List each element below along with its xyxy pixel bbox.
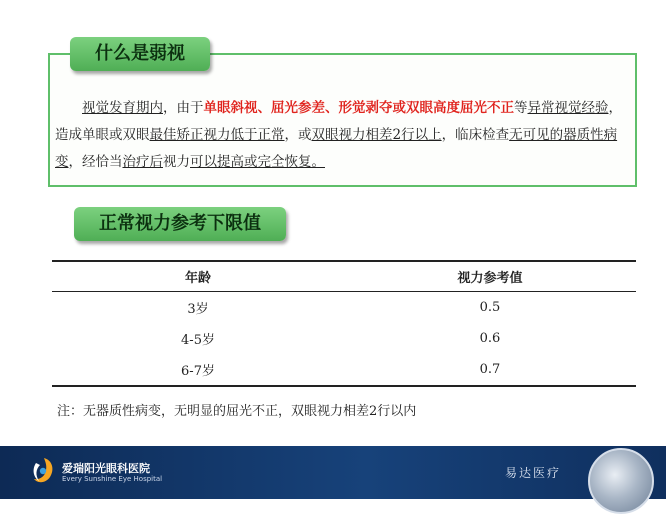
vision-reference-table bbox=[52, 260, 636, 387]
definition-segment: 治疗后 bbox=[122, 154, 163, 170]
cell-age: 6-7岁 bbox=[52, 354, 344, 386]
definition-segment: ，临床检查 bbox=[441, 127, 510, 143]
table-row bbox=[52, 292, 636, 324]
table-row bbox=[52, 354, 636, 386]
hospital-logo-icon bbox=[30, 455, 58, 487]
definition-segment: 可以提高或完全恢复。 bbox=[190, 154, 325, 170]
footer-bar bbox=[0, 446, 666, 499]
cell-vision-value: 0.6 bbox=[479, 331, 501, 346]
note-text: 注：无器质性病变，无明显的屈光不正，双眼视力相差2行以内 bbox=[57, 404, 417, 419]
globe-image bbox=[588, 448, 654, 514]
definition-segment: 异常视觉经验 bbox=[527, 100, 609, 116]
section-title-normal-vision-reference: 正常视力参考下限值 bbox=[74, 207, 286, 241]
definition-segment: 无可见的器质性病变 bbox=[55, 127, 618, 170]
table-header-row bbox=[52, 261, 636, 292]
cell-vision-value: 0.5 bbox=[479, 300, 501, 315]
definition-segment: 最佳矫正视力低于正常 bbox=[149, 127, 285, 143]
hospital-name-cn: 爱瑞阳光眼科医院 bbox=[62, 462, 150, 475]
column-header-age: 年龄 bbox=[52, 261, 344, 292]
definition-segment: 视觉发育期内 bbox=[82, 100, 163, 116]
definition-segment: ，经恰当 bbox=[68, 154, 123, 170]
definition-segment: 双眼视力相差2行以上 bbox=[311, 127, 442, 143]
slogan-text: 易达医疗 bbox=[505, 466, 562, 480]
table-row bbox=[52, 323, 636, 354]
definition-segment: ，或 bbox=[284, 127, 312, 143]
definition-segment: 视力 bbox=[163, 154, 190, 170]
cell-age: 4-5岁 bbox=[181, 333, 215, 348]
cell-vision-value: 0.7 bbox=[344, 354, 636, 386]
definition-segment: ，造成单眼或双眼 bbox=[55, 100, 622, 143]
cell-age: 3岁 bbox=[187, 302, 209, 317]
definition-segment: 单眼斜视、屈光参差、形觉剥夺或双眼高度屈光不正 bbox=[203, 100, 514, 116]
definition-segment: 等 bbox=[514, 100, 528, 116]
column-header-vision-value: 视力参考值 bbox=[344, 261, 636, 292]
definition-segment: ，由于 bbox=[163, 100, 204, 116]
definition-paragraph bbox=[55, 95, 635, 176]
section-title-what-is-amblyopia: 什么是弱视 bbox=[70, 37, 210, 71]
hospital-name-en: Every Sunshine Eye Hospital bbox=[62, 475, 163, 483]
